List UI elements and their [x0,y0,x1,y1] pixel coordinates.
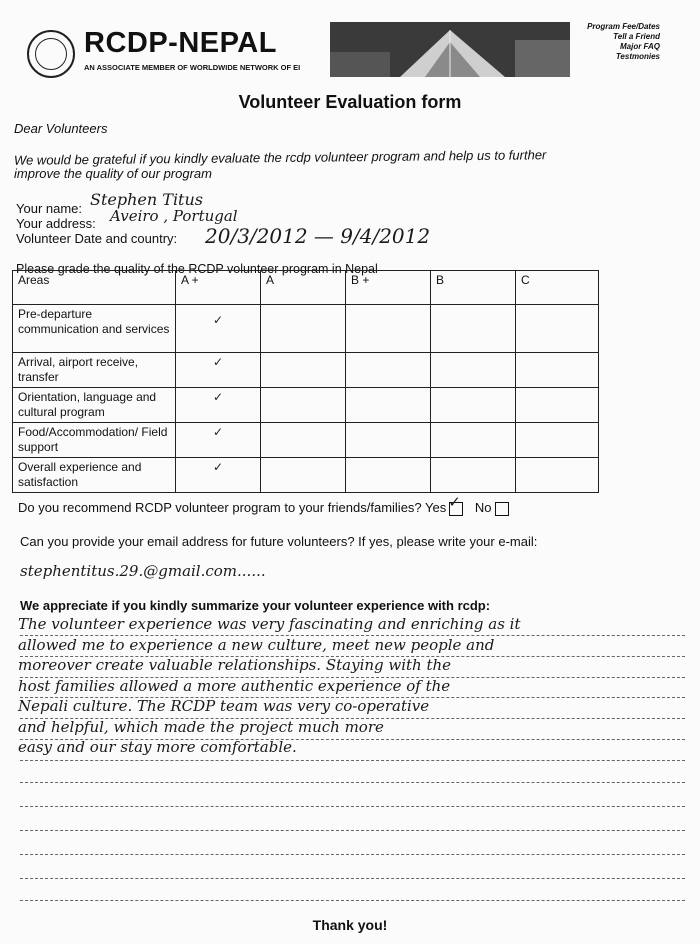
link-program-fee[interactable]: Program Fee/Dates [587,22,660,31]
table-row [13,458,599,493]
summary-heading: We appreciate if you kindly summarize your volunteer experience with rcdp: [20,598,491,613]
grade-cell[interactable] [516,353,599,388]
summary-line: The volunteer experience was very fascinating and enriching as it [18,615,521,633]
grade-cell[interactable] [346,353,431,388]
write-line [20,697,685,698]
greeting: Dear Volunteers [14,121,108,136]
intro-line-2: improve the quality of our program [14,166,212,181]
grade-table [12,270,599,493]
area-label: Orientation, language and cultural program [13,388,176,423]
write-line [20,656,685,657]
write-line [20,635,685,636]
intro-line-1: We would be grateful if you kindly evaluate the rcdp volunteer program and help us to further [13,147,547,168]
summary-line: moreover create valuable relationships. Staying with the [18,656,452,674]
grade-cell[interactable] [261,458,346,493]
grade-cell-checked[interactable]: ✓ [176,305,261,353]
brand-name: RCDP-NEPAL [84,27,277,59]
link-testimonies[interactable]: Testmonies [615,52,660,61]
email-value[interactable]: stephentitus.29.@gmail.com...... [20,562,266,580]
no-label: No [474,500,492,515]
header-areas: Areas [13,271,176,305]
name-value[interactable]: Stephen Titus [90,190,203,209]
write-line [20,854,685,855]
grade-cell[interactable] [261,305,346,353]
write-line [20,878,685,879]
grade-cell[interactable] [431,423,516,458]
link-tell-friend[interactable]: Tell a Friend [613,32,660,41]
address-label: Your address: [16,216,96,231]
grade-cell-checked[interactable]: ✓ [176,458,261,493]
grade-cell[interactable] [516,388,599,423]
grade-cell[interactable] [431,305,516,353]
write-line [20,806,685,807]
recommend-question [18,492,509,516]
write-line [20,782,685,783]
write-line [20,718,685,719]
email-question: Can you provide your email address for future volunteers? If yes, please write your e-mail: [20,534,538,549]
summary-line: allowed me to experience a new culture, meet new people and [18,635,495,654]
table-row [13,423,599,458]
header-b-plus: B + [346,271,431,305]
tagline: AN ASSOCIATE MEMBER OF WORLDWIDE NETWORK OF EI [84,63,301,72]
write-line [20,760,685,761]
grade-cell[interactable] [346,423,431,458]
grade-cell[interactable] [516,305,599,353]
grade-heading: Please grade the quality of the RCDP volunteer program in Nepal [16,262,378,276]
name-label: Your name: [16,201,83,216]
grade-cell[interactable] [261,423,346,458]
date-label: Volunteer Date and country: [16,231,178,246]
area-label: Food/Accommodation/ Field support [13,423,176,458]
grade-cell-checked[interactable]: ✓ [176,423,261,458]
summary-line: easy and our stay more comfortable. [18,738,297,756]
grade-cell[interactable] [261,388,346,423]
yes-label: Yes [425,500,447,515]
summary-line: Nepali culture. The RCDP team was very co-operative [18,697,430,715]
summary-line: host families allowed a more authentic experience of the [18,676,451,695]
grade-cell-checked[interactable]: ✓ [176,353,261,388]
grade-cell[interactable] [346,305,431,353]
header-a-plus: A + [176,271,261,305]
grade-header-row [13,271,599,305]
area-label: Overall experience and satisfaction [13,458,176,493]
grade-cell[interactable] [346,458,431,493]
address-value[interactable]: Aveiro , Portugal [110,207,238,225]
grade-cell[interactable] [346,388,431,423]
yes-check-mark: ✓ [448,492,461,511]
date-value[interactable]: 20/3/2012 — 9/4/2012 [205,224,431,248]
table-row [13,353,599,388]
grade-cell[interactable] [431,353,516,388]
summary-line: and helpful, which made the project much more [18,717,384,736]
header-b: B [431,271,516,305]
write-line [20,677,685,678]
write-line [20,830,685,831]
header-c: C [516,271,599,305]
no-checkbox[interactable] [495,502,509,516]
logo-seal [27,30,75,78]
form-title: Volunteer Evaluation form [238,92,462,112]
grade-cell[interactable] [516,458,599,493]
grade-cell-checked[interactable]: ✓ [176,388,261,423]
yes-checkbox[interactable] [448,492,463,516]
grade-cell[interactable] [261,353,346,388]
write-line [20,900,685,901]
link-major-faq[interactable]: Major FAQ [619,42,660,51]
table-row [13,305,599,353]
recommend-text: Do you recommend RCDP volunteer program to your friends/families? [18,500,422,515]
area-label: Pre-departure communication and services [13,305,176,353]
grade-cell[interactable] [431,458,516,493]
table-row [13,388,599,423]
thank-you: Thank you! [312,917,388,933]
grade-cell[interactable] [516,423,599,458]
write-line [20,739,685,740]
header-a: A [261,271,346,305]
grade-cell[interactable] [431,388,516,423]
header-links [587,22,660,62]
area-label: Arrival, airport receive, transfer [13,353,176,388]
header-banner-image [330,22,570,77]
